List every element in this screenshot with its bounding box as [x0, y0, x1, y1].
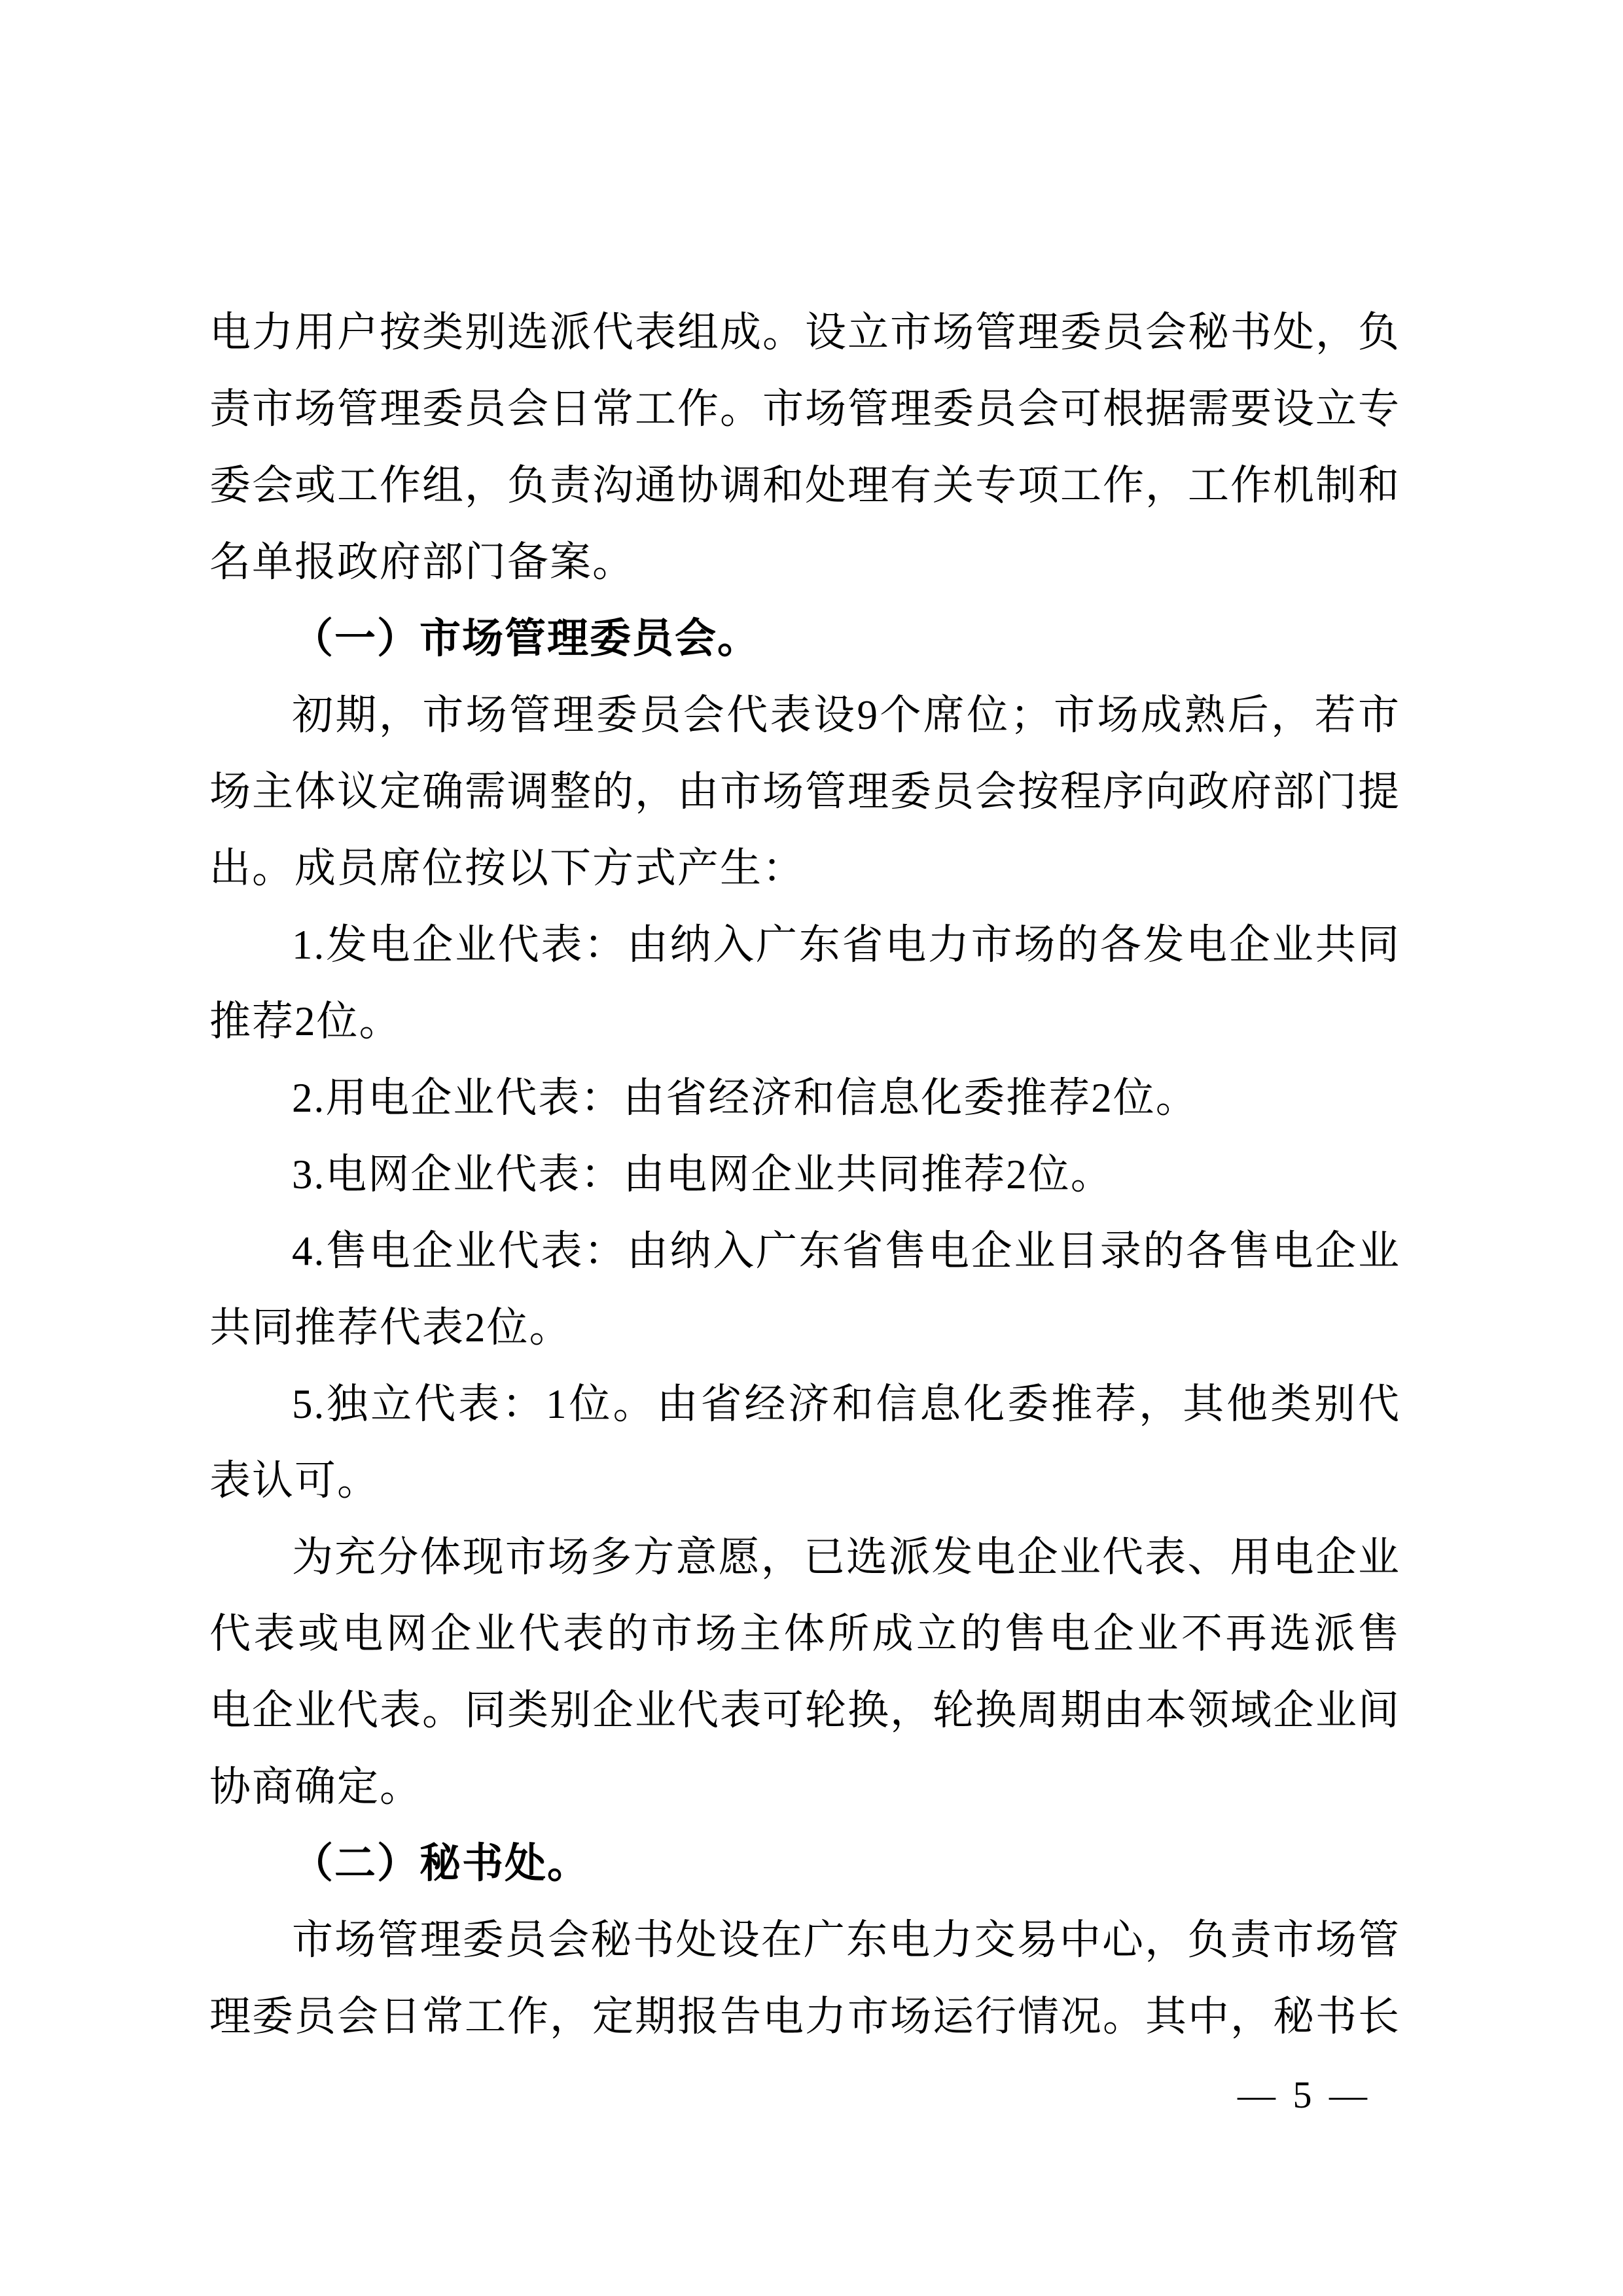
text-line: 名单报政府部门备案。	[209, 539, 635, 585]
list-item-line: 4.售电企业代表：由纳入广东省售电企业目录的各售电企业	[292, 1228, 1400, 1274]
section-heading-2: （二）秘书处。	[292, 1841, 590, 1886]
text-line: 场主体议定确需调整的，由市场管理委员会按程序向政府部门提	[209, 769, 1400, 815]
list-item-line: 表认可。	[209, 1458, 380, 1504]
text-line: 出。成员席位按以下方式产生：	[209, 845, 805, 891]
text-line: 市场管理委员会秘书处设在广东电力交易中心，负责市场管	[292, 1917, 1400, 1963]
list-item-line: 5.独立代表：1位。由省经济和信息化委推荐，其他类别代	[292, 1381, 1400, 1427]
list-item-line: 3.电网企业代表：由电网企业共同推荐2位。	[292, 1152, 1113, 1197]
list-item-line: 推荐2位。	[209, 998, 402, 1044]
text-line: 责市场管理委员会日常工作。市场管理委员会可根据需要设立专	[209, 386, 1400, 432]
text-line: 协商确定。	[209, 1764, 422, 1810]
text-line: 委会或工作组，负责沟通协调和处理有关专项工作，工作机制和	[209, 463, 1400, 508]
text-line: 理委员会日常工作，定期报告电力市场运行情况。其中，秘书长	[209, 1994, 1400, 2040]
text-line: 电企业代表。同类别企业代表可轮换，轮换周期由本领域企业间	[209, 1687, 1400, 1733]
list-item-line: 2.用电企业代表：由省经济和信息化委推荐2位。	[292, 1075, 1198, 1121]
document-body	[209, 294, 1400, 2055]
text-line: 电力用户按类别选派代表组成。设立市场管理委员会秘书处，负	[209, 309, 1400, 355]
text-line: 初期，市场管理委员会代表设9个席位；市场成熟后，若市	[292, 692, 1400, 738]
list-item-line: 共同推荐代表2位。	[209, 1305, 572, 1351]
text-line: 代表或电网企业代表的市场主体所成立的售电企业不再选派售	[209, 1611, 1400, 1657]
page-number: — 5 —	[1238, 2074, 1371, 2116]
text-line: 为充分体现市场多方意愿，已选派发电企业代表、用电企业	[292, 1534, 1400, 1580]
list-item-line: 1.发电企业代表：由纳入广东省电力市场的各发电企业共同	[292, 922, 1400, 968]
section-heading-1: （一）市场管理委员会。	[292, 616, 760, 662]
